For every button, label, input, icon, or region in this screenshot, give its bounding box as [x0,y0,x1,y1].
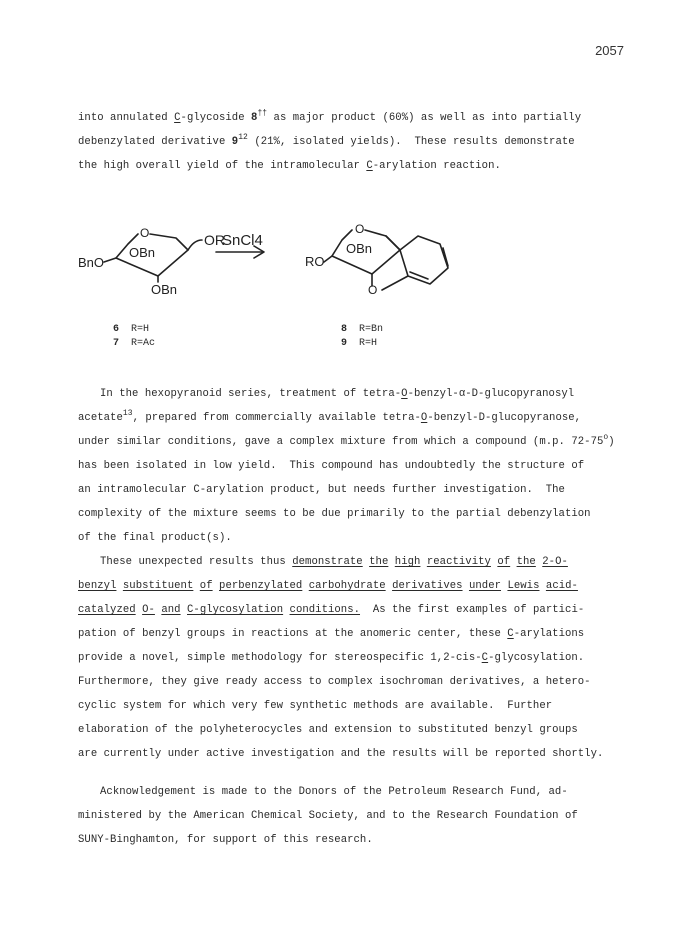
compound-7-label: 7 R=Ac [113,338,156,349]
para3-line7: cyclic system for which very few synthetic methods are available. Further [78,700,553,712]
para2-line4: has been isolated in low yield. This compound has undoubtedly the structure of [78,460,585,472]
reactant-obn-top: OBn [129,245,156,260]
para1-line1: into annulated C-glycoside 8†† as major product (60%) as well as into partially [78,109,582,124]
page-number: 2057 [595,43,624,58]
product-ring-o: O [355,222,365,236]
product-obn: OBn [346,241,373,256]
para2-line6: complexity of the mixture seems to be due primarily to the partial debenzylation [78,508,591,520]
para1-line3: the high overall yield of the intramolecular C-arylation reaction. [78,160,501,172]
reactant-bno: BnO [78,255,105,270]
para3-line5: provide a novel, simple methodology for stereospecific 1,2-cis-C-glycosylation. [78,652,585,664]
para2-line5: an intramolecular C-arylation product, but needs further investigation. The [78,484,565,496]
ack-line3: SUNY-Binghamton, for support of this research. [78,834,373,846]
para2-line3: under similar conditions, gave a complex mixture from which a compound (m.p. 72-75$^o$) [78,433,615,448]
para3-line3: catalyzed O- and C-glycosylation conditions. As the first examples of partici- [78,604,585,616]
compound-6-label: 6 R=H [113,324,150,335]
para3-line9: are currently under active investigation and the results will be reported shortly. [78,748,604,760]
para3-line8: elaboration of the polyheterocycles and extension to substituted benzyl groups [78,724,578,736]
para3-line4: pation of benzyl groups in reactions at the anomeric center, these C-arylations [78,628,585,640]
para2-line7: of the final product(s). [78,532,232,544]
product-ro: RO [305,254,325,269]
para2-line1: In the hexopyranoid series, treatment of tetra-O-benzyl-α-D-glucopyranosyl [100,388,575,400]
compound-9-label: 9 R=H [341,338,378,349]
reactant-obn-bottom: OBn [151,282,178,297]
reactant-or: OR [204,232,225,248]
reagent-sncl4: SnCl4 [222,232,263,249]
para3-line6: Furthermore, they give ready access to complex isochroman derivatives, a hetero- [78,676,591,688]
para3-line1: These unexpected results thus demonstrate the high reactivity of the 2-O- [100,556,568,568]
ack-line1: Acknowledgement is made to the Donors of the Petroleum Research Fund, ad- [100,786,568,798]
para1-line2: debenzylated derivative $9^{12}$ (21%, isolated yields). These results demonstrate [78,133,575,148]
para3-line2: benzyl substituent of perbenzylated carbohydrate derivatives under Lewis acid- [78,580,578,592]
para2-line2: acetate$^{13}$, prepared from commercially available tetra-O-benzyl-D-glucopyranose, [78,409,582,424]
ack-line2: ministered by the American Chemical Society, and to the Research Foundation of [78,810,578,822]
reactant-ring-o: O [140,226,150,240]
product-bridge-o: O [368,283,378,297]
compound-8-label: 8 R=Bn [341,324,384,335]
